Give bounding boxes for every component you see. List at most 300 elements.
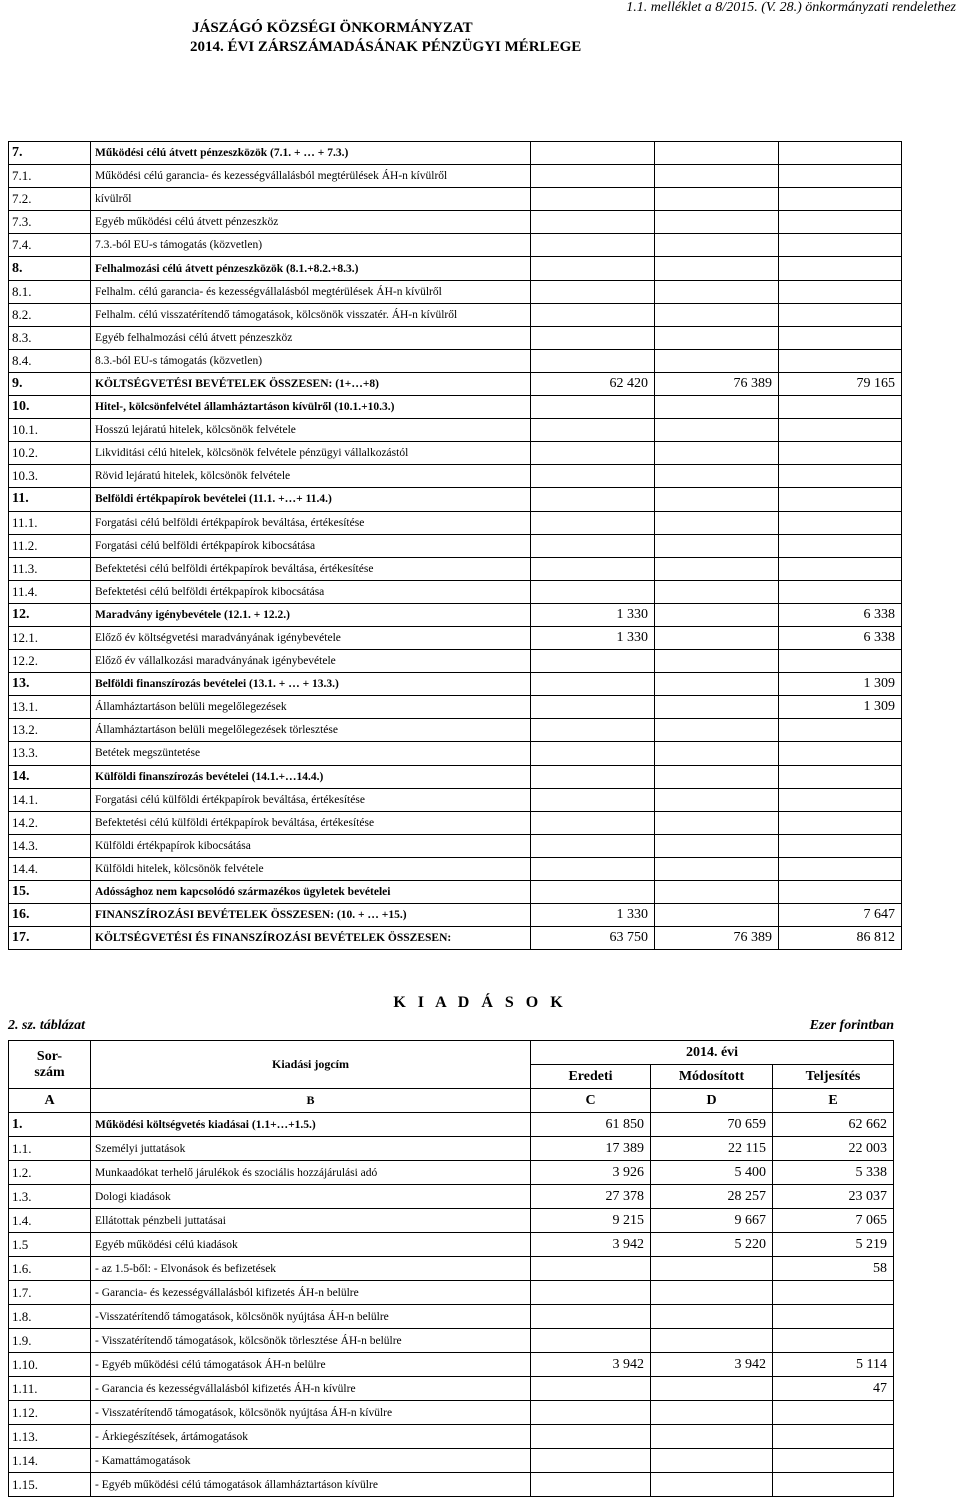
balance-title: 2014. ÉVI ZÁRSZÁMADÁSÁNAK PÉNZÜGYI MÉRLEGE	[190, 39, 582, 55]
table-row	[9, 603, 902, 626]
row-modositott	[651, 1329, 773, 1353]
table-row	[9, 188, 902, 211]
row-code: 11.	[9, 488, 91, 511]
row-name: Működési költségvetés kiadásai (1.1+…+1.5.)	[91, 1113, 531, 1137]
row-teljesites	[773, 1473, 894, 1497]
table-row	[9, 511, 902, 534]
table-row	[9, 142, 902, 165]
row-name: Adóssághoz nem kapcsolódó származékos ügyletek bevételei	[91, 881, 531, 904]
row-name: - az 1.5-ből: - Elvonások és befizetések	[91, 1257, 531, 1281]
row-teljesites: 5 219	[773, 1233, 894, 1257]
row-teljesites	[779, 719, 902, 742]
row-name: Államháztartáson belüli megelőlegezések törlesztése	[91, 719, 531, 742]
col-c-header: C	[531, 1089, 651, 1113]
row-code: 12.1.	[9, 626, 91, 649]
table-row	[9, 788, 902, 811]
row-eredeti	[531, 811, 655, 834]
row-name: Működési célú garancia- és kezességvállalásból megtérülések ÁH-n kívülről	[91, 165, 531, 188]
sorszam-header	[9, 1041, 91, 1089]
row-code: 7.1.	[9, 165, 91, 188]
row-modositott	[655, 188, 779, 211]
row-code: 14.	[9, 765, 91, 788]
row-teljesites	[779, 188, 902, 211]
row-modositott: 5 400	[651, 1161, 773, 1185]
row-code: 14.2.	[9, 811, 91, 834]
row-name: Működési célú átvett pénzeszközök (7.1. + … + 7.3.)	[91, 142, 531, 165]
table-row	[9, 1329, 894, 1353]
row-modositott	[655, 603, 779, 626]
row-name: Hosszú lejáratú hitelek, kölcsönök felvétele	[91, 419, 531, 442]
row-code: 1.15.	[9, 1473, 91, 1497]
row-eredeti	[531, 765, 655, 788]
table-row	[9, 1209, 894, 1233]
row-modositott: 3 942	[651, 1353, 773, 1377]
row-modositott	[655, 488, 779, 511]
table-row	[9, 765, 902, 788]
row-eredeti: 1 330	[531, 626, 655, 649]
table-row	[9, 1473, 894, 1497]
row-modositott	[655, 142, 779, 165]
row-modositott	[655, 626, 779, 649]
row-modositott: 76 389	[655, 927, 779, 950]
row-eredeti	[531, 673, 655, 696]
table-row	[9, 372, 902, 395]
row-code: 13.2.	[9, 719, 91, 742]
row-teljesites: 62 662	[773, 1113, 894, 1137]
row-teljesites	[779, 881, 902, 904]
row-teljesites	[779, 650, 902, 673]
row-code: 10.1.	[9, 419, 91, 442]
row-code: 12.	[9, 603, 91, 626]
table-row	[9, 1353, 894, 1377]
row-eredeti	[531, 419, 655, 442]
row-modositott	[655, 511, 779, 534]
year-header: 2014. évi	[531, 1041, 894, 1065]
table-number-label: 2. sz. táblázat	[8, 1018, 86, 1033]
row-teljesites	[779, 326, 902, 349]
row-teljesites	[779, 211, 902, 234]
row-code: 8.4.	[9, 349, 91, 372]
row-name: - Egyéb működési célú támogatások államháztartáson kívülre	[91, 1473, 531, 1497]
table-row	[9, 165, 902, 188]
row-modositott	[655, 257, 779, 280]
row-name: Előző év vállalkozási maradványának igénybevétele	[91, 650, 531, 673]
row-modositott	[655, 673, 779, 696]
row-modositott	[655, 534, 779, 557]
row-modositott	[655, 234, 779, 257]
row-eredeti	[531, 881, 655, 904]
row-eredeti: 3 942	[531, 1233, 651, 1257]
row-modositott	[655, 765, 779, 788]
row-name: Befektetési célú belföldi értékpapírok kibocsátása	[91, 580, 531, 603]
row-teljesites	[779, 165, 902, 188]
row-eredeti	[531, 1257, 651, 1281]
table-row	[9, 650, 902, 673]
row-modositott: 70 659	[651, 1113, 773, 1137]
row-code: 1.5	[9, 1233, 91, 1257]
col-b-header: B	[91, 1089, 531, 1113]
jogcim-header: Kiadási jogcím	[91, 1041, 531, 1089]
row-teljesites	[779, 465, 902, 488]
row-code: 8.	[9, 257, 91, 280]
row-teljesites: 23 037	[773, 1185, 894, 1209]
row-name: FINANSZÍROZÁSI BEVÉTELEK ÖSSZESEN: (10. + … +15.)	[91, 904, 531, 927]
row-teljesites	[779, 765, 902, 788]
row-name: Forgatási célú belföldi értékpapírok kibocsátása	[91, 534, 531, 557]
table-row	[9, 927, 902, 950]
row-teljesites: 58	[773, 1257, 894, 1281]
row-eredeti: 61 850	[531, 1113, 651, 1137]
row-eredeti	[531, 1329, 651, 1353]
row-eredeti	[531, 650, 655, 673]
row-name: Államháztartáson belüli megelőlegezések	[91, 696, 531, 719]
row-teljesites	[779, 511, 902, 534]
table-row	[9, 857, 902, 880]
row-teljesites	[779, 396, 902, 419]
table-row	[9, 904, 902, 927]
row-code: 1.7.	[9, 1281, 91, 1305]
row-code: 11.2.	[9, 534, 91, 557]
row-eredeti	[531, 580, 655, 603]
row-code: 1.8.	[9, 1305, 91, 1329]
row-modositott	[651, 1401, 773, 1425]
table-row	[9, 280, 902, 303]
row-code: 8.2.	[9, 303, 91, 326]
row-name: Belföldi értékpapírok bevételei (11.1. +…+ 11.4.)	[91, 488, 531, 511]
row-name: Felhalm. célú visszatérítendő támogatások, kölcsönök visszatér. ÁH-n kívülről	[91, 303, 531, 326]
row-modositott	[655, 442, 779, 465]
row-name: - Visszatérítendő támogatások, kölcsönök törlesztése ÁH-n belülre	[91, 1329, 531, 1353]
row-modositott	[655, 857, 779, 880]
row-code: 14.1.	[9, 788, 91, 811]
row-modositott	[655, 280, 779, 303]
row-teljesites	[779, 811, 902, 834]
row-teljesites: 79 165	[779, 372, 902, 395]
row-code: 1.4.	[9, 1209, 91, 1233]
row-name: KÖLTSÉGVETÉSI BEVÉTELEK ÖSSZESEN: (1+…+8)	[91, 372, 531, 395]
row-code: 11.1.	[9, 511, 91, 534]
col-a-header: A	[9, 1089, 91, 1113]
row-eredeti	[531, 142, 655, 165]
row-modositott	[655, 904, 779, 927]
row-name: Ellátottak pénzbeli juttatásai	[91, 1209, 531, 1233]
row-code: 1.14.	[9, 1449, 91, 1473]
table-row	[9, 834, 902, 857]
row-code: 7.	[9, 142, 91, 165]
row-code: 11.4.	[9, 580, 91, 603]
row-name: Felhalmozási célú átvett pénzeszközök (8.1.+8.2.+8.3.)	[91, 257, 531, 280]
row-name: - Garancia- és kezességvállalásból kifizetés ÁH-n belülre	[91, 1281, 531, 1305]
row-code: 16.	[9, 904, 91, 927]
row-modositott	[651, 1449, 773, 1473]
row-eredeti	[531, 488, 655, 511]
row-name: Forgatási célú külföldi értékpapírok beváltása, értékesítése	[91, 788, 531, 811]
col-e-header: E	[773, 1089, 894, 1113]
row-teljesites: 7 647	[779, 904, 902, 927]
row-eredeti: 3 942	[531, 1353, 651, 1377]
row-eredeti: 17 389	[531, 1137, 651, 1161]
row-modositott	[655, 811, 779, 834]
row-teljesites	[779, 742, 902, 765]
row-teljesites: 5 114	[773, 1353, 894, 1377]
row-teljesites	[779, 834, 902, 857]
row-modositott	[655, 396, 779, 419]
table-row	[9, 1425, 894, 1449]
table-row	[9, 1185, 894, 1209]
row-name: Előző év költségvetési maradványának igénybevétele	[91, 626, 531, 649]
row-modositott: 28 257	[651, 1185, 773, 1209]
row-code: 10.3.	[9, 465, 91, 488]
row-modositott	[655, 580, 779, 603]
row-teljesites	[779, 442, 902, 465]
row-modositott	[651, 1281, 773, 1305]
row-eredeti	[531, 211, 655, 234]
row-teljesites: 6 338	[779, 603, 902, 626]
table-row	[9, 1377, 894, 1401]
row-teljesites	[773, 1281, 894, 1305]
row-modositott: 9 667	[651, 1209, 773, 1233]
row-code: 11.3.	[9, 557, 91, 580]
row-code: 12.2.	[9, 650, 91, 673]
row-modositott	[655, 834, 779, 857]
row-name: Egyéb felhalmozási célú átvett pénzeszköz	[91, 326, 531, 349]
table-row	[9, 396, 902, 419]
table-row	[9, 557, 902, 580]
row-modositott: 22 115	[651, 1137, 773, 1161]
row-name: kívülről	[91, 188, 531, 211]
expenditure-heading: K I A D Á S O K	[393, 994, 567, 1011]
row-eredeti	[531, 257, 655, 280]
row-eredeti	[531, 1281, 651, 1305]
row-eredeti	[531, 1473, 651, 1497]
row-modositott	[651, 1473, 773, 1497]
row-teljesites	[779, 419, 902, 442]
municipality-title: JÁSZÁGÓ KÖZSÉGI ÖNKORMÁNYZAT	[192, 20, 473, 36]
row-modositott	[655, 788, 779, 811]
row-teljesites	[773, 1329, 894, 1353]
row-code: 9.	[9, 372, 91, 395]
row-code: 13.1.	[9, 696, 91, 719]
row-code: 8.1.	[9, 280, 91, 303]
table-row	[9, 696, 902, 719]
row-name: Felhalm. célú garancia- és kezességvállalásból megtérülések ÁH-n kívülről	[91, 280, 531, 303]
row-name: - Garancia és kezességvállalásból kifizetés ÁH-n kívülre	[91, 1377, 531, 1401]
row-code: 13.	[9, 673, 91, 696]
table-row	[9, 465, 902, 488]
row-modositott	[651, 1377, 773, 1401]
row-code: 14.4.	[9, 857, 91, 880]
row-modositott	[655, 165, 779, 188]
row-teljesites: 6 338	[779, 626, 902, 649]
row-eredeti: 3 926	[531, 1161, 651, 1185]
row-teljesites: 5 338	[773, 1161, 894, 1185]
row-name: Befektetési célú belföldi értékpapírok beváltása, értékesítése	[91, 557, 531, 580]
table-row	[9, 303, 902, 326]
row-name: Külföldi finanszírozás bevételei (14.1.+…14.4.)	[91, 765, 531, 788]
teljesites-header: Teljesítés	[773, 1065, 894, 1089]
expenditure-table	[8, 1040, 894, 1497]
row-modositott	[655, 419, 779, 442]
row-eredeti	[531, 188, 655, 211]
row-modositott	[655, 650, 779, 673]
row-code: 14.3.	[9, 834, 91, 857]
row-code: 1.12.	[9, 1401, 91, 1425]
row-code: 10.	[9, 396, 91, 419]
row-modositott	[655, 326, 779, 349]
annex-note: 1.1. melléklet a 8/2015. (V. 28.) önkormányzati rendelethez	[626, 0, 956, 15]
row-eredeti	[531, 465, 655, 488]
row-name: Betétek megszüntetése	[91, 742, 531, 765]
table-row	[9, 1257, 894, 1281]
row-modositott	[655, 557, 779, 580]
row-eredeti	[531, 442, 655, 465]
row-code: 1.1.	[9, 1137, 91, 1161]
row-teljesites: 1 309	[779, 696, 902, 719]
row-code: 17.	[9, 927, 91, 950]
row-eredeti	[531, 696, 655, 719]
row-name: 8.3.-ból EU-s támogatás (közvetlen)	[91, 349, 531, 372]
row-teljesites	[773, 1401, 894, 1425]
row-eredeti	[531, 1305, 651, 1329]
row-eredeti	[531, 857, 655, 880]
table-row	[9, 1161, 894, 1185]
row-eredeti: 27 378	[531, 1185, 651, 1209]
table-row	[9, 1401, 894, 1425]
table-row	[9, 234, 902, 257]
row-teljesites: 1 309	[779, 673, 902, 696]
eredeti-header: Eredeti	[531, 1065, 651, 1089]
row-teljesites: 86 812	[779, 927, 902, 950]
revenue-table	[8, 141, 902, 950]
row-modositott	[655, 465, 779, 488]
row-eredeti	[531, 511, 655, 534]
row-eredeti	[531, 1377, 651, 1401]
table-row	[9, 626, 902, 649]
row-name: - Visszatérítendő támogatások, kölcsönök nyújtása ÁH-n kívülre	[91, 1401, 531, 1425]
row-name: Munkaadókat terhelő járulékok és szociális hozzájárulási adó	[91, 1161, 531, 1185]
row-modositott: 76 389	[655, 372, 779, 395]
row-teljesites	[779, 303, 902, 326]
table-row	[9, 211, 902, 234]
row-eredeti	[531, 788, 655, 811]
table-row	[9, 673, 902, 696]
table-row	[9, 1137, 894, 1161]
row-teljesites	[773, 1425, 894, 1449]
row-teljesites	[773, 1305, 894, 1329]
row-name: -Visszatérítendő támogatások, kölcsönök nyújtása ÁH-n belülre	[91, 1305, 531, 1329]
table-row	[9, 1449, 894, 1473]
row-modositott	[655, 719, 779, 742]
row-name: Forgatási célú belföldi értékpapírok beváltása, értékesítése	[91, 511, 531, 534]
row-name: Dologi kiadások	[91, 1185, 531, 1209]
row-eredeti	[531, 396, 655, 419]
row-modositott	[655, 349, 779, 372]
row-code: 1.13.	[9, 1425, 91, 1449]
table-row	[9, 349, 902, 372]
row-code: 8.3.	[9, 326, 91, 349]
row-name: - Árkiegészítések, ártámogatások	[91, 1425, 531, 1449]
row-modositott	[651, 1425, 773, 1449]
row-name: - Egyéb működési célú támogatások ÁH-n belülre	[91, 1353, 531, 1377]
table-row	[9, 881, 902, 904]
row-modositott	[655, 696, 779, 719]
row-name: Befektetési célú külföldi értékpapírok beváltása, értékesítése	[91, 811, 531, 834]
row-eredeti	[531, 234, 655, 257]
row-code: 7.4.	[9, 234, 91, 257]
row-modositott	[655, 881, 779, 904]
table-row	[9, 1233, 894, 1257]
unit-label: Ezer forintban	[809, 1018, 894, 1033]
row-modositott	[651, 1305, 773, 1329]
row-code: 10.2.	[9, 442, 91, 465]
modositott-header: Módosított	[651, 1065, 773, 1089]
row-teljesites	[779, 349, 902, 372]
row-name: Belföldi finanszírozás bevételei (13.1. + … + 13.3.)	[91, 673, 531, 696]
row-teljesites	[779, 580, 902, 603]
table-row	[9, 326, 902, 349]
row-code: 15.	[9, 881, 91, 904]
table-row	[9, 1281, 894, 1305]
row-modositott	[655, 211, 779, 234]
row-eredeti	[531, 349, 655, 372]
row-modositott	[655, 742, 779, 765]
row-code: 1.9.	[9, 1329, 91, 1353]
row-code: 1.6.	[9, 1257, 91, 1281]
row-eredeti	[531, 1425, 651, 1449]
row-code: 1.2.	[9, 1161, 91, 1185]
row-code: 1.10.	[9, 1353, 91, 1377]
row-teljesites	[779, 142, 902, 165]
row-name: - Kamattámogatások	[91, 1449, 531, 1473]
row-eredeti	[531, 303, 655, 326]
row-eredeti	[531, 326, 655, 349]
row-teljesites	[779, 788, 902, 811]
row-name: Egyéb működési célú kiadások	[91, 1233, 531, 1257]
row-eredeti: 9 215	[531, 1209, 651, 1233]
row-code: 1.11.	[9, 1377, 91, 1401]
revenue-table-body	[9, 142, 902, 950]
row-code: 1.3.	[9, 1185, 91, 1209]
row-code: 13.3.	[9, 742, 91, 765]
row-teljesites	[779, 234, 902, 257]
row-modositott	[655, 303, 779, 326]
row-code: 7.2.	[9, 188, 91, 211]
row-name: Külföldi értékpapírok kibocsátása	[91, 834, 531, 857]
row-teljesites	[779, 488, 902, 511]
row-code: 1.	[9, 1113, 91, 1137]
row-eredeti	[531, 834, 655, 857]
row-eredeti: 63 750	[531, 927, 655, 950]
row-code: 7.3.	[9, 211, 91, 234]
row-name: Egyéb működési célú átvett pénzeszköz	[91, 211, 531, 234]
row-teljesites	[779, 857, 902, 880]
row-eredeti	[531, 719, 655, 742]
table-row	[9, 719, 902, 742]
table-row	[9, 534, 902, 557]
table-row	[9, 1305, 894, 1329]
row-eredeti	[531, 280, 655, 303]
row-name: Rövid lejáratú hitelek, kölcsönök felvétele	[91, 465, 531, 488]
row-name: Hitel-, kölcsönfelvétel államháztartáson kívülről (10.1.+10.3.)	[91, 396, 531, 419]
table-row	[9, 488, 902, 511]
row-name: Maradvány igénybevétele (12.1. + 12.2.)	[91, 603, 531, 626]
row-modositott	[651, 1257, 773, 1281]
row-eredeti	[531, 1401, 651, 1425]
row-name: 7.3.-ból EU-s támogatás (közvetlen)	[91, 234, 531, 257]
row-name: Likviditási célú hitelek, kölcsönök felvétele pénzügyi vállalkozástól	[91, 442, 531, 465]
table-row	[9, 1113, 894, 1137]
row-modositott: 5 220	[651, 1233, 773, 1257]
